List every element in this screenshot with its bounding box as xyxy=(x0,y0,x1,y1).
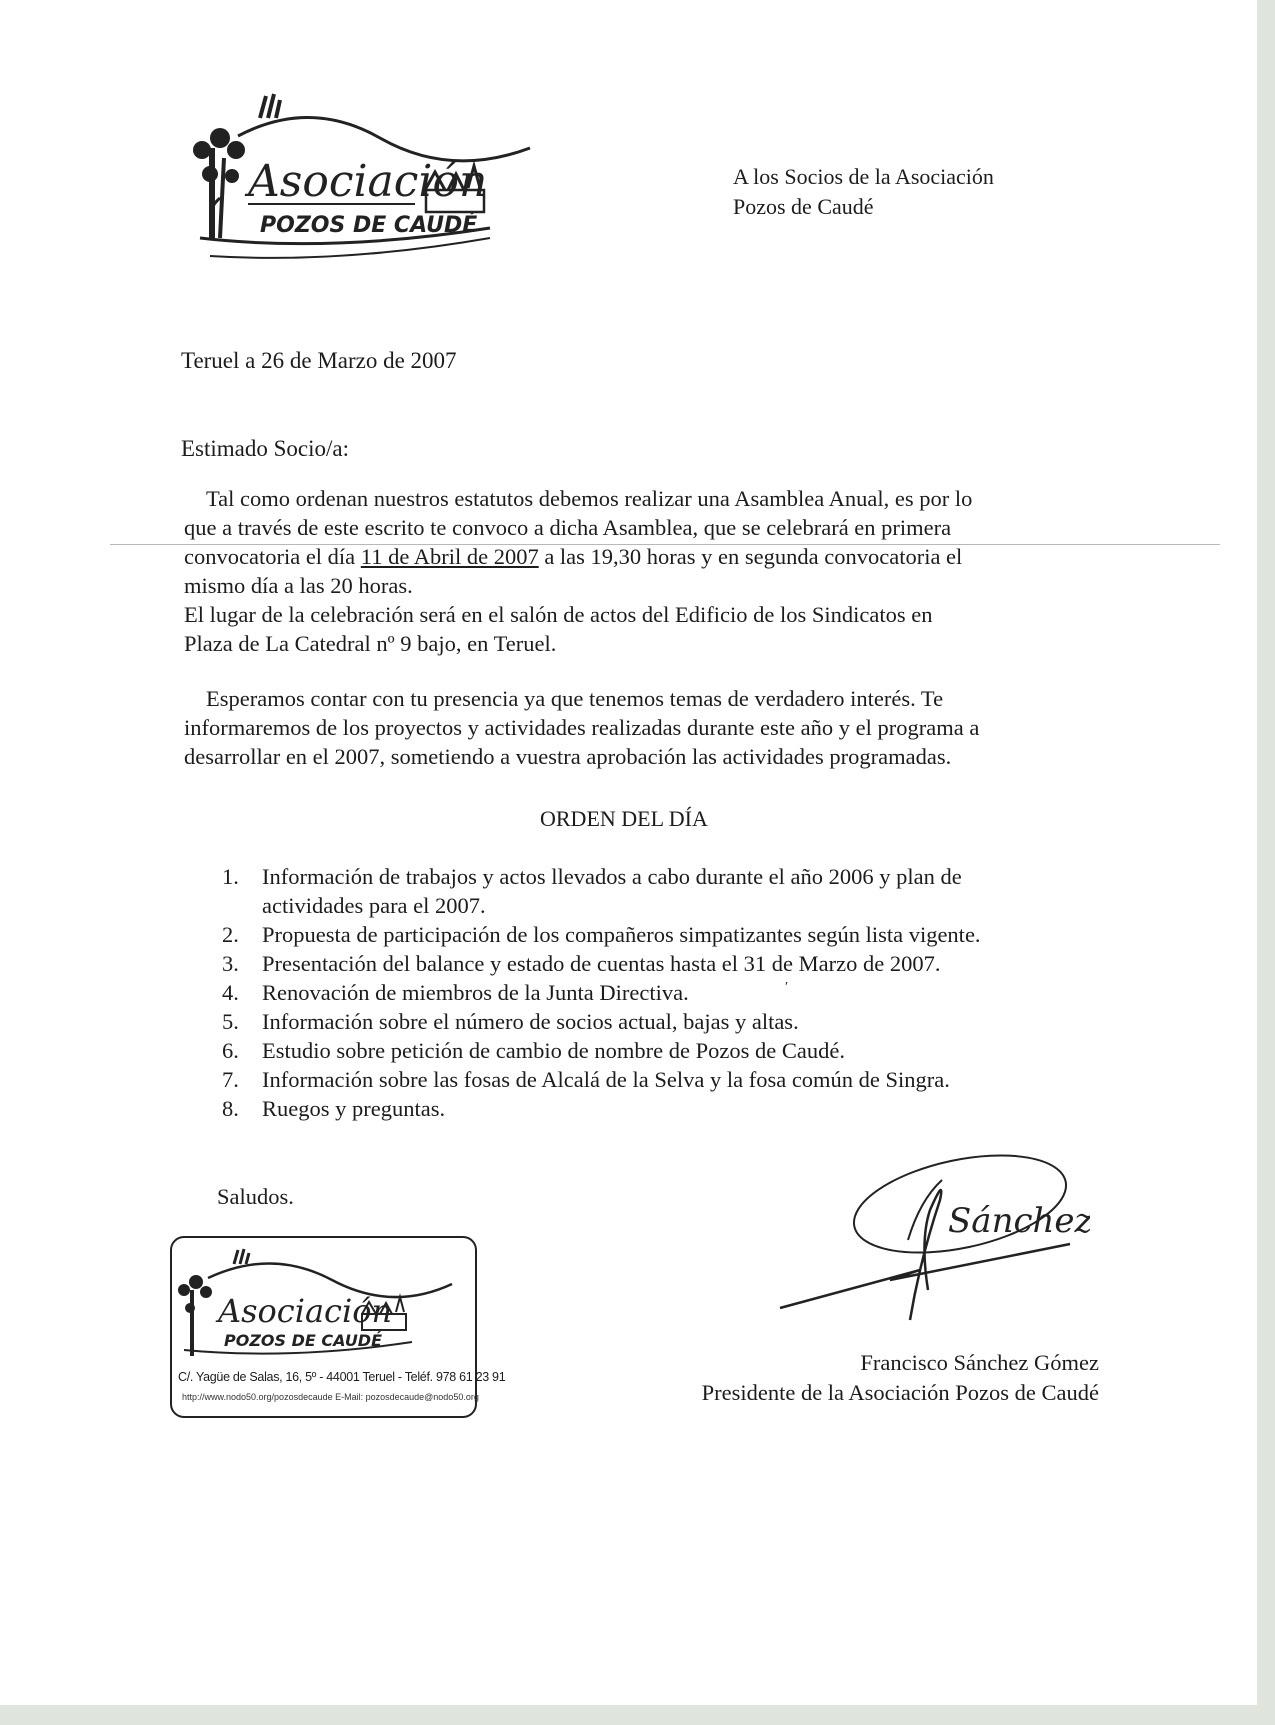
recipient-block xyxy=(733,162,994,222)
agenda-text: Información sobre el número de socios actual, bajas y altas. xyxy=(262,1009,799,1034)
scan-edge-bottom xyxy=(0,1705,1275,1725)
recipient-line: A los Socios de la Asociación xyxy=(733,164,994,189)
stamp-subtitle: POZOS DE CAUDÉ xyxy=(224,1331,383,1350)
paragraph-text: convocatoria el día xyxy=(184,544,361,569)
agenda-item xyxy=(222,1094,981,1123)
closing: Saludos. xyxy=(217,1184,294,1209)
agenda-item xyxy=(222,949,981,978)
signer-name: Francisco Sánchez Gómez xyxy=(860,1350,1099,1375)
paragraph-presence xyxy=(184,684,979,771)
stamp-logo-graphic xyxy=(172,1238,475,1370)
agenda-text: actividades para el 2007. xyxy=(262,893,486,918)
paragraph-line: mismo día a las 20 horas. xyxy=(184,573,413,598)
recipient-line: Pozos de Caudé xyxy=(733,194,874,219)
agenda-item-continuation xyxy=(222,891,981,920)
logo-title: Asociación xyxy=(248,156,488,207)
scan-edge-right xyxy=(1257,0,1275,1725)
agenda-item xyxy=(222,1007,981,1036)
paragraph-line: que a través de este escrito te convoco a dicha Asamblea, que se celebrará en primera xyxy=(184,515,952,540)
signature xyxy=(770,1140,1090,1330)
agenda-item xyxy=(222,1065,981,1094)
agenda-item xyxy=(222,978,981,1007)
paragraph-line: El lugar de la celebración será en el salón de actos del Edificio de los Sindicatos en xyxy=(184,602,933,627)
paragraph-line: informaremos de los proyectos y actividades realizadas durante este año y el programa a xyxy=(184,715,980,740)
paragraph-line: desarrollar en el 2007, sometiendo a vuestra aprobación las actividades programadas. xyxy=(184,744,952,769)
agenda-number: 5. xyxy=(222,1009,239,1034)
signature-graphic xyxy=(770,1140,1090,1330)
paragraph-line: Tal como ordenan nuestros estatutos debemos realizar una Asamblea Anual, es por lo xyxy=(206,486,973,511)
agenda-number: 2. xyxy=(222,922,239,947)
greeting: Estimado Socio/a: xyxy=(181,436,350,461)
paragraph-convocation xyxy=(184,484,972,600)
agenda-text: Propuesta de participación de los compañeros simpatizantes según lista vigente. xyxy=(262,922,981,947)
stamp-web: http://www.nodo50.org/pozosdecaude E-Mail: pozosdecaude@nodo50.org xyxy=(182,1392,479,1402)
meeting-date: 11 de Abril de 2007 xyxy=(360,544,539,569)
ink-speck: ′ xyxy=(785,980,789,995)
agenda-text: Información sobre las fosas de Alcalá de la Selva y la fosa común de Singra. xyxy=(262,1067,950,1092)
agenda-list xyxy=(222,862,981,1123)
paragraph-text: a las 19,30 horas y en segunda convocatoria el xyxy=(538,544,963,569)
stamp-title: Asociación xyxy=(218,1292,393,1330)
agenda-title: ORDEN DEL DÍA xyxy=(540,806,708,831)
association-stamp xyxy=(170,1236,506,1418)
agenda-text: Renovación de miembros de la Junta Directiva. xyxy=(262,980,689,1005)
agenda-number: 1. xyxy=(222,864,239,889)
agenda-number: 3. xyxy=(222,951,239,976)
paragraph-line: Esperamos contar con tu presencia ya que tenemos temas de verdadero interés. Te xyxy=(206,686,944,711)
agenda-item xyxy=(222,920,981,949)
association-logo xyxy=(190,88,540,268)
agenda-text: Información de trabajos y actos llevados a cabo durante el año 2006 y plan de xyxy=(262,864,962,889)
agenda-text: Presentación del balance y estado de cuentas hasta el 31 de Marzo de 2007. xyxy=(262,951,941,976)
agenda-number: 6. xyxy=(222,1038,239,1063)
letter-date: Teruel a 26 de Marzo de 2007 xyxy=(181,348,457,373)
association-logo-graphic xyxy=(190,88,540,268)
agenda-item xyxy=(222,862,981,891)
signer-block xyxy=(647,1348,1099,1408)
agenda-text: Ruegos y preguntas. xyxy=(262,1096,446,1121)
paragraph-location xyxy=(184,600,932,658)
paragraph-line xyxy=(184,542,972,571)
paragraph-line: Plaza de La Catedral nº 9 bajo, en Teruel. xyxy=(184,631,557,656)
logo-subtitle: POZOS DE CAUDÉ xyxy=(260,213,478,238)
agenda-number: 4. xyxy=(222,980,239,1005)
agenda-text: Estudio sobre petición de cambio de nombre de Pozos de Caudé. xyxy=(262,1038,845,1063)
stamp-address: C/. Yagüe de Salas, 16, 5º - 44001 Teruel - Teléf. 978 61 23 91 xyxy=(178,1370,506,1384)
agenda-number: 8. xyxy=(222,1096,239,1121)
signer-role: Presidente de la Asociación Pozos de Caudé xyxy=(701,1380,1099,1405)
agenda-item xyxy=(222,1036,981,1065)
signature-text: Sánchez xyxy=(948,1201,1090,1241)
agenda-number: 7. xyxy=(222,1067,239,1092)
